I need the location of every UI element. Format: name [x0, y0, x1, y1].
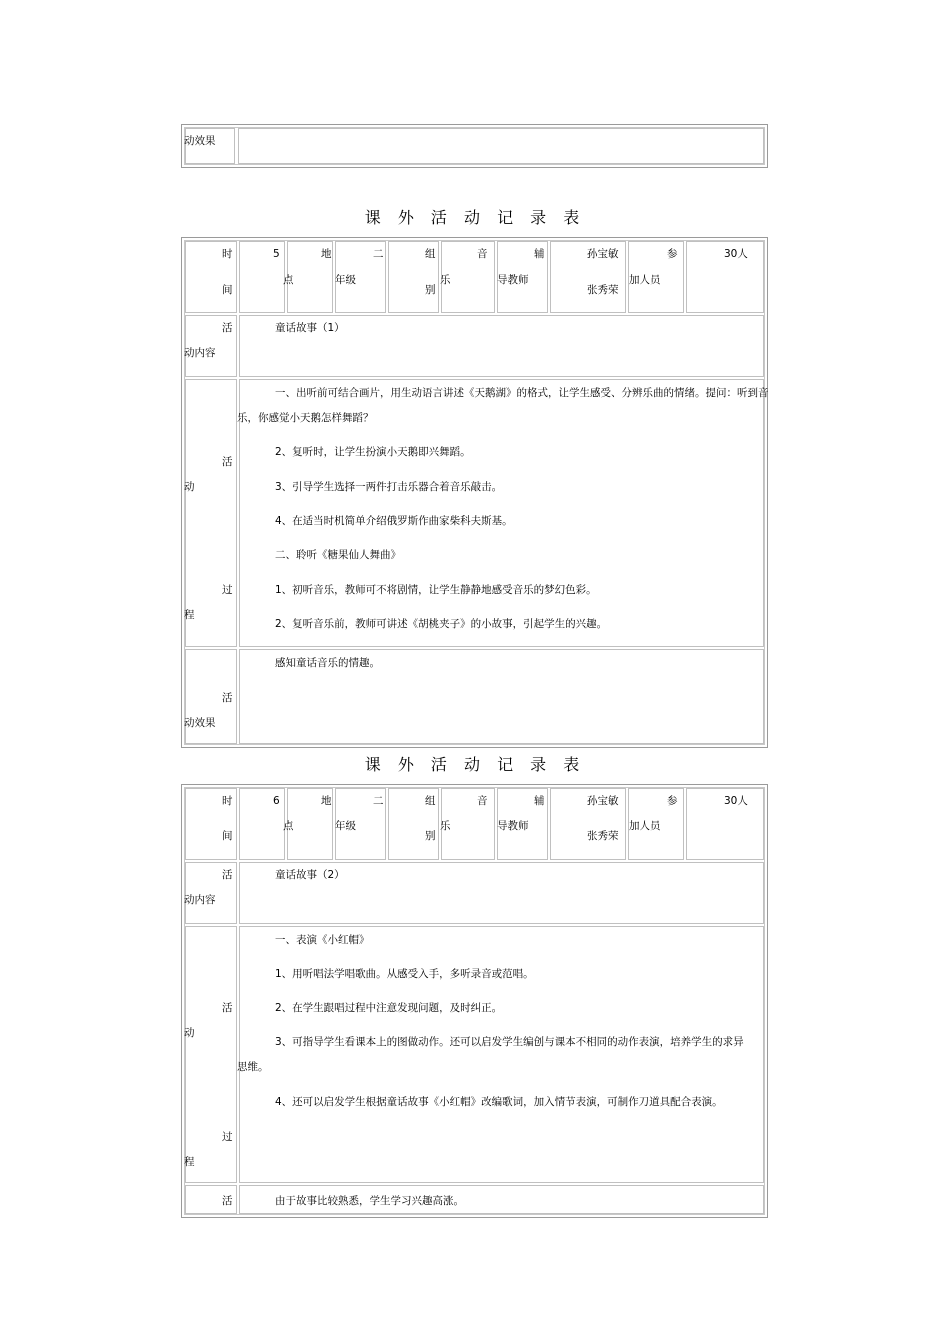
- t2-group-value-2: 乐: [440, 820, 451, 832]
- t2-time-label-1: 时: [222, 795, 233, 807]
- t2-process-line-2: 1、用听唱法学唱歌曲。从感受入手，多听录音或范唱。: [275, 968, 534, 980]
- table-1-title: 课 外 活 动 记 录 表: [364, 208, 586, 227]
- t1-effect-label-2: 动效果: [184, 717, 216, 729]
- t2-tutor-label-2: 导教师: [497, 820, 529, 832]
- t2-process-label-3: 过: [222, 1131, 233, 1143]
- t1-place-label-2: 点: [283, 274, 294, 286]
- t2-process-line-5: 思维。: [237, 1061, 269, 1073]
- t1-group-value-1: 音: [477, 248, 488, 260]
- t2-content-label-1: 活: [222, 869, 233, 881]
- t2-process-line-3: 2、在学生跟唱过程中注意发现问题，及时纠正。: [275, 1002, 503, 1014]
- t1-process-label-2: 动: [184, 481, 195, 493]
- t2-attend-value: 30人: [724, 795, 748, 807]
- t1-content-value: 童话故事（1）: [275, 322, 345, 334]
- t1-effect-value: 感知童话音乐的情趣。: [275, 657, 380, 669]
- t1-place-value-2: 年级: [335, 274, 356, 286]
- t1-process-line-6: 二、聆听《糖果仙人舞曲》: [275, 549, 401, 561]
- t2-place-value-1: 二: [373, 795, 384, 807]
- t1-process-line-8: 2、复听音乐前，教师可讲述《胡桃夹子》的小故事，引起学生的兴趣。: [275, 618, 608, 630]
- top-fragment-value-cell: [238, 128, 764, 164]
- t1-content-label-2: 动内容: [184, 347, 216, 359]
- t2-process-line-6: 4、还可以启发学生根据童话故事《小红帽》改编歌词，加入情节表演，可制作刀道具配合表演。: [275, 1096, 723, 1108]
- t1-tutor-label-1: 辅: [534, 248, 545, 260]
- t2-tutor-value-1: 孙宝敏: [587, 795, 619, 807]
- t1-process-label-3: 过: [222, 584, 233, 596]
- t2-effect-value: 由于故事比较熟悉，学生学习兴趣高涨。: [275, 1195, 464, 1207]
- t1-group-label-1: 组: [425, 248, 436, 260]
- t2-process-line-1: 一、表演《小红帽》: [275, 934, 370, 946]
- t1-tutor-label-2: 导教师: [497, 274, 529, 286]
- t1-attend-label-1: 参: [667, 248, 678, 260]
- t1-time-label-1: 时: [222, 248, 233, 260]
- t1-attend-label-2: 加人员: [629, 274, 661, 286]
- top-fragment-table: [181, 124, 768, 168]
- t1-place-value-1: 二: [373, 248, 384, 260]
- t2-attend-label-2: 加人员: [629, 820, 661, 832]
- t1-process-line-7: 1、初听音乐，教师可不将剧情，让学生静静地感受音乐的梦幻色彩。: [275, 584, 597, 596]
- t1-process-label-4: 程: [184, 609, 195, 621]
- t1-process-line-3: 2、复听时，让学生扮演小天鹅即兴舞蹈。: [275, 446, 471, 458]
- t1-process-line-4: 3、引导学生选择一两件打击乐器合着音乐敲击。: [275, 481, 503, 493]
- t2-attend-label-1: 参: [667, 795, 678, 807]
- t1-process-line-5: 4、在适当时机简单介绍俄罗斯作曲家柴科夫斯基。: [275, 515, 513, 527]
- t2-tutor-label-1: 辅: [534, 795, 545, 807]
- t2-group-label-1: 组: [425, 795, 436, 807]
- t1-cell-process-label: [185, 379, 237, 647]
- t2-time-label-2: 间: [222, 830, 233, 842]
- t1-tutor-value-2: 张秀荣: [587, 284, 619, 296]
- t2-content-value: 童话故事（2）: [275, 869, 345, 881]
- t2-cell-process-value: [239, 926, 764, 1183]
- t1-group-label-2: 别: [425, 284, 436, 296]
- t2-group-value-1: 音: [477, 795, 488, 807]
- t2-place-label-2: 点: [283, 820, 294, 832]
- t2-cell-process-label: [185, 926, 237, 1183]
- t1-time-label-2: 间: [222, 284, 233, 296]
- t1-place-label-1: 地: [321, 248, 332, 260]
- t2-process-label-2: 动: [184, 1027, 195, 1039]
- t2-place-value-2: 年级: [335, 820, 356, 832]
- t1-content-label-1: 活: [222, 322, 233, 334]
- t1-group-value-2: 乐: [440, 274, 451, 286]
- top-fragment-label: 动效果: [184, 135, 216, 147]
- t2-process-line-4: 3、可指导学生看课本上的图做动作。还可以启发学生编创与课本不相同的动作表演，培养学生的求异: [275, 1036, 744, 1048]
- t1-attend-value: 30人: [724, 248, 748, 260]
- t1-process-line-1: 一、出听前可结合画片，用生动语言讲述《天鹅湖》的格式，让学生感受、分辨乐曲的情绪。提问：听到音: [275, 387, 769, 399]
- t1-effect-label-1: 活: [222, 692, 233, 704]
- t2-content-label-2: 动内容: [184, 894, 216, 906]
- t1-time-value: 5: [273, 248, 280, 260]
- t2-place-label-1: 地: [321, 795, 332, 807]
- t1-tutor-value-1: 孙宝敏: [587, 248, 619, 260]
- t2-group-label-2: 别: [425, 830, 436, 842]
- t2-tutor-value-2: 张秀荣: [587, 830, 619, 842]
- t2-process-label-4: 程: [184, 1156, 195, 1168]
- t1-process-label-1: 活: [222, 456, 233, 468]
- t2-process-label-1: 活: [222, 1002, 233, 1014]
- t1-process-line-2: 乐，你感觉小天鹅怎样舞蹈？: [237, 412, 374, 424]
- t2-time-value: 6: [273, 795, 280, 807]
- t2-effect-label-1: 活: [222, 1195, 233, 1207]
- table-2-title: 课 外 活 动 记 录 表: [364, 755, 586, 774]
